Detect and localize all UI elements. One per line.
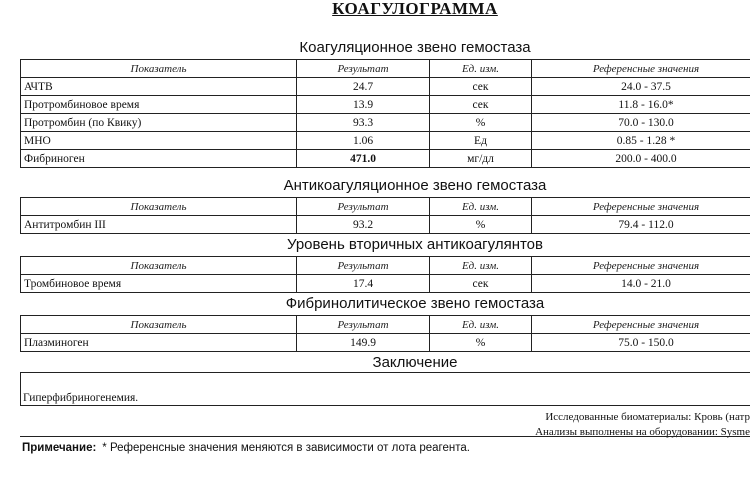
column-header-parameter: Показатель xyxy=(21,60,297,78)
column-header-unit: Ед. изм. xyxy=(430,316,532,334)
column-header-parameter: Показатель xyxy=(21,198,297,216)
reference-range: 14.0 - 21.0 xyxy=(532,275,750,293)
unit: сек xyxy=(430,275,532,293)
table-row xyxy=(21,216,750,234)
table-row xyxy=(21,78,750,96)
result-value: 93.3 xyxy=(297,114,430,132)
table-row xyxy=(21,96,750,114)
equipment-line: Анализы выполнены на оборудовании: Sysme xyxy=(535,426,750,438)
reference-range: 200.0 - 400.0 xyxy=(532,150,750,168)
column-header-reference: Референсные значения xyxy=(532,316,750,334)
result-value: 13.9 xyxy=(297,96,430,114)
result-value: 17.4 xyxy=(297,275,430,293)
note-text: * Референсные значения меняются в зависимости от лота реагента. xyxy=(102,442,470,454)
reference-range: 24.0 - 37.5 xyxy=(532,78,750,96)
section-title-secondary-anticoagulants: Уровень вторичных антикоагулянтов xyxy=(286,236,543,253)
anticoagulation-table xyxy=(20,197,750,234)
column-header-result: Результат xyxy=(297,316,430,334)
conclusion-text: Гиперфибриногенемия. xyxy=(23,392,139,404)
unit: мг/дл xyxy=(430,150,532,168)
column-header-reference: Референсные значения xyxy=(532,257,750,275)
fibrinolytic-table xyxy=(20,315,750,352)
parameter-name: Протромбиновое время xyxy=(21,96,297,114)
table-header-row xyxy=(21,198,750,216)
column-header-parameter: Показатель xyxy=(21,316,297,334)
unit: сек xyxy=(430,78,532,96)
column-header-reference: Референсные значения xyxy=(532,60,750,78)
parameter-name: Плазминоген xyxy=(21,334,297,352)
document-title: КОАГУЛОГРАММА xyxy=(332,0,498,18)
unit: % xyxy=(430,114,532,132)
parameter-name: АЧТВ xyxy=(21,78,297,96)
parameter-name: Тромбиновое время xyxy=(21,275,297,293)
table-header-row xyxy=(21,257,750,275)
section-title-coagulation: Коагуляционное звено гемостаза xyxy=(299,39,531,56)
column-header-unit: Ед. изм. xyxy=(430,198,532,216)
secondary-anticoagulants-table xyxy=(20,256,750,293)
conclusion-title: Заключение xyxy=(372,354,458,371)
result-value: 93.2 xyxy=(297,216,430,234)
parameter-name: Фибриноген xyxy=(21,150,297,168)
table-row xyxy=(21,132,750,150)
reference-range: 70.0 - 130.0 xyxy=(532,114,750,132)
table-row xyxy=(21,150,750,168)
parameter-name: Антитромбин III xyxy=(21,216,297,234)
note-label: Примечание: xyxy=(22,442,97,454)
reference-range: 11.8 - 16.0* xyxy=(532,96,750,114)
column-header-unit: Ед. изм. xyxy=(430,60,532,78)
result-value: 24.7 xyxy=(297,78,430,96)
conclusion-box xyxy=(20,372,750,406)
table-row xyxy=(21,275,750,293)
parameter-name: МНО xyxy=(21,132,297,150)
biomaterial-line: Исследованные биоматериалы: Кровь (натр xyxy=(545,411,750,423)
section-title-fibrinolytic: Фибринолитическое звено гемостаза xyxy=(285,295,545,312)
table-header-row xyxy=(21,316,750,334)
column-header-parameter: Показатель xyxy=(21,257,297,275)
reference-range: 75.0 - 150.0 xyxy=(532,334,750,352)
column-header-result: Результат xyxy=(297,60,430,78)
result-value-flagged: 471.0 xyxy=(297,150,430,168)
unit: % xyxy=(430,334,532,352)
column-header-unit: Ед. изм. xyxy=(430,257,532,275)
reference-range: 79.4 - 112.0 xyxy=(532,216,750,234)
column-header-result: Результат xyxy=(297,198,430,216)
reference-range: 0.85 - 1.28 * xyxy=(532,132,750,150)
note xyxy=(22,441,470,455)
unit: сек xyxy=(430,96,532,114)
column-header-result: Результат xyxy=(297,257,430,275)
table-row xyxy=(21,334,750,352)
parameter-name: Протромбин (по Квику) xyxy=(21,114,297,132)
result-value: 1.06 xyxy=(297,132,430,150)
unit: Ед xyxy=(430,132,532,150)
column-header-reference: Референсные значения xyxy=(532,198,750,216)
table-header-row xyxy=(21,60,750,78)
result-value: 149.9 xyxy=(297,334,430,352)
divider xyxy=(20,436,750,437)
table-row xyxy=(21,114,750,132)
coagulation-table xyxy=(20,59,750,168)
section-title-anticoagulation: Антикоагуляционное звено гемостаза xyxy=(283,177,547,194)
unit: % xyxy=(430,216,532,234)
